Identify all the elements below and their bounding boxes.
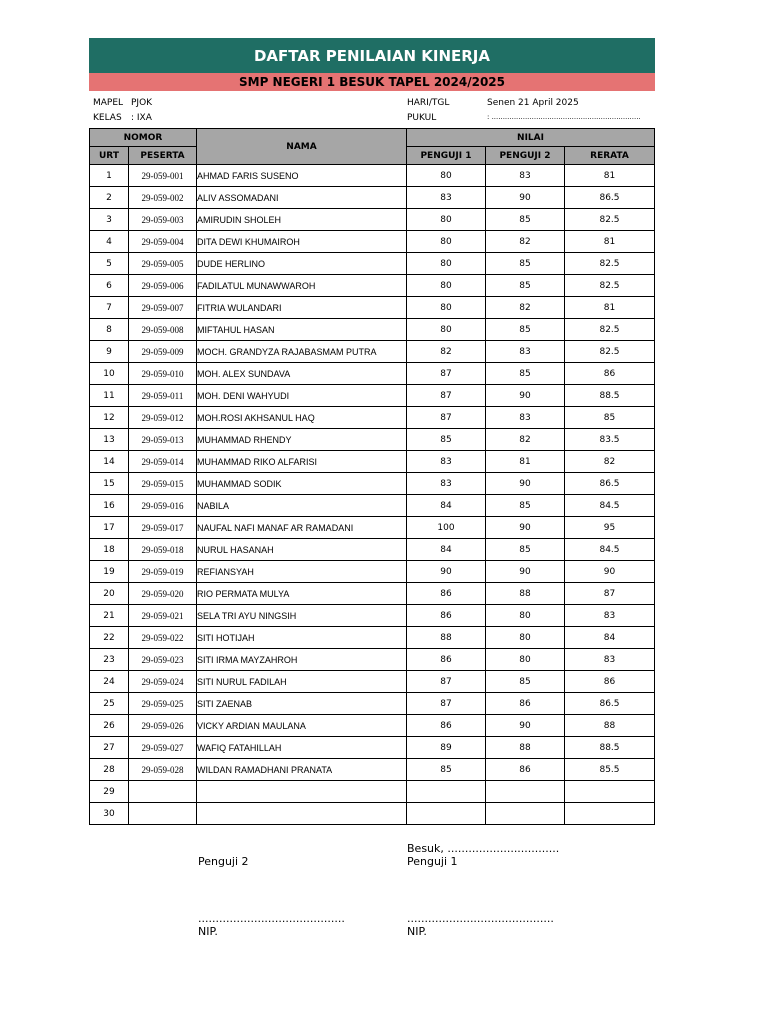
row-penguji-2: 85 bbox=[486, 253, 565, 275]
row-penguji-1: 86 bbox=[407, 715, 486, 737]
mapel-label: MAPEL bbox=[93, 98, 124, 108]
table-row bbox=[90, 539, 655, 561]
row-rerata: 88.5 bbox=[565, 737, 655, 759]
row-nama: FADILATUL MUNAWWAROH bbox=[197, 275, 407, 297]
row-peserta: 29-059-011 bbox=[129, 385, 197, 407]
row-penguji-2: 83 bbox=[486, 341, 565, 363]
header-peserta: PESERTA bbox=[129, 147, 197, 165]
row-urt: 24 bbox=[90, 671, 129, 693]
table-row bbox=[90, 495, 655, 517]
row-penguji-2: 85 bbox=[486, 539, 565, 561]
row-penguji-1: 85 bbox=[407, 759, 486, 781]
table-row bbox=[90, 605, 655, 627]
row-penguji-2: 90 bbox=[486, 187, 565, 209]
penguji-1-label: Penguji 1 bbox=[407, 855, 458, 868]
row-penguji-2: 85 bbox=[486, 363, 565, 385]
row-penguji-2: 90 bbox=[486, 385, 565, 407]
row-penguji-2: 90 bbox=[486, 517, 565, 539]
row-urt: 4 bbox=[90, 231, 129, 253]
row-rerata: 82.5 bbox=[565, 209, 655, 231]
row-rerata: 82 bbox=[565, 451, 655, 473]
row-rerata: 86 bbox=[565, 363, 655, 385]
header-nilai: NILAI bbox=[407, 129, 655, 147]
row-urt: 12 bbox=[90, 407, 129, 429]
table-row bbox=[90, 759, 655, 781]
row-peserta: 29-059-006 bbox=[129, 275, 197, 297]
row-urt: 13 bbox=[90, 429, 129, 451]
row-penguji-1: 80 bbox=[407, 319, 486, 341]
table-row bbox=[90, 737, 655, 759]
row-urt: 7 bbox=[90, 297, 129, 319]
row-rerata: 82.5 bbox=[565, 275, 655, 297]
row-nama: MUHAMMAD SODIK bbox=[197, 473, 407, 495]
row-rerata: 84.5 bbox=[565, 539, 655, 561]
table-row bbox=[90, 165, 655, 187]
row-penguji-1: 85 bbox=[407, 429, 486, 451]
row-penguji-2: 85 bbox=[486, 209, 565, 231]
row-rerata bbox=[565, 803, 655, 825]
row-rerata: 82.5 bbox=[565, 319, 655, 341]
row-nama: MOH.ROSI AKHSANUL HAQ bbox=[197, 407, 407, 429]
table-row bbox=[90, 473, 655, 495]
row-penguji-1: 87 bbox=[407, 407, 486, 429]
mapel-value: PJOK bbox=[131, 98, 153, 108]
row-penguji-2: 85 bbox=[486, 319, 565, 341]
hari-value: Senen 21 April 2025 bbox=[487, 98, 579, 108]
row-nama: NABILA bbox=[197, 495, 407, 517]
row-peserta: 29-059-013 bbox=[129, 429, 197, 451]
row-rerata: 88 bbox=[565, 715, 655, 737]
row-peserta: 29-059-020 bbox=[129, 583, 197, 605]
row-urt: 22 bbox=[90, 627, 129, 649]
row-rerata: 86.5 bbox=[565, 187, 655, 209]
row-rerata: 87 bbox=[565, 583, 655, 605]
row-penguji-1: 80 bbox=[407, 297, 486, 319]
row-urt: 16 bbox=[90, 495, 129, 517]
row-peserta: 29-059-008 bbox=[129, 319, 197, 341]
row-peserta: 29-059-010 bbox=[129, 363, 197, 385]
row-penguji-1: 84 bbox=[407, 539, 486, 561]
row-penguji-2: 90 bbox=[486, 561, 565, 583]
row-rerata: 85 bbox=[565, 407, 655, 429]
row-penguji-1: 88 bbox=[407, 627, 486, 649]
row-penguji-1: 82 bbox=[407, 341, 486, 363]
table-row bbox=[90, 209, 655, 231]
table-body bbox=[90, 165, 655, 825]
row-penguji-2: 86 bbox=[486, 693, 565, 715]
row-urt: 18 bbox=[90, 539, 129, 561]
row-rerata: 81 bbox=[565, 231, 655, 253]
row-penguji-1: 80 bbox=[407, 165, 486, 187]
row-nama: NURUL HASANAH bbox=[197, 539, 407, 561]
row-peserta: 29-059-019 bbox=[129, 561, 197, 583]
header-nomor: NOMOR bbox=[90, 129, 197, 147]
row-peserta: 29-059-027 bbox=[129, 737, 197, 759]
nip-left: NIP. bbox=[198, 925, 218, 938]
row-peserta: 29-059-012 bbox=[129, 407, 197, 429]
row-urt: 5 bbox=[90, 253, 129, 275]
row-penguji-1: 83 bbox=[407, 451, 486, 473]
row-urt: 19 bbox=[90, 561, 129, 583]
table-row bbox=[90, 341, 655, 363]
row-nama: SITI HOTIJAH bbox=[197, 627, 407, 649]
row-urt: 25 bbox=[90, 693, 129, 715]
row-penguji-1: 87 bbox=[407, 385, 486, 407]
row-peserta: 29-059-018 bbox=[129, 539, 197, 561]
header-rerata: RERATA bbox=[565, 147, 655, 165]
kelas-label: KELAS bbox=[93, 113, 122, 123]
row-rerata: 95 bbox=[565, 517, 655, 539]
row-penguji-1: 86 bbox=[407, 605, 486, 627]
row-nama: NAUFAL NAFI MANAF AR RAMADANI bbox=[197, 517, 407, 539]
row-penguji-2: 83 bbox=[486, 407, 565, 429]
grade-table bbox=[89, 128, 655, 825]
row-rerata: 90 bbox=[565, 561, 655, 583]
header-penguji-1: PENGUJI 1 bbox=[407, 147, 486, 165]
nip-right: NIP. bbox=[407, 925, 427, 938]
table-row bbox=[90, 671, 655, 693]
row-peserta bbox=[129, 781, 197, 803]
row-nama: AHMAD FARIS SUSENO bbox=[197, 165, 407, 187]
row-peserta: 29-059-024 bbox=[129, 671, 197, 693]
row-penguji-2: 85 bbox=[486, 495, 565, 517]
penguji-2-label: Penguji 2 bbox=[198, 855, 249, 868]
row-nama: SITI IRMA MAYZAHROH bbox=[197, 649, 407, 671]
table-row bbox=[90, 407, 655, 429]
document-title: DAFTAR PENILAIAN KINERJA bbox=[89, 38, 655, 73]
table-row bbox=[90, 187, 655, 209]
row-penguji-2: 82 bbox=[486, 297, 565, 319]
row-nama: WAFIQ FATAHILLAH bbox=[197, 737, 407, 759]
place-date: Besuk, ................................ bbox=[407, 842, 560, 855]
row-penguji-1: 84 bbox=[407, 495, 486, 517]
row-peserta: 29-059-016 bbox=[129, 495, 197, 517]
signature-line-right: .......................................... bbox=[407, 912, 554, 925]
row-nama: WILDAN RAMADHANI PRANATA bbox=[197, 759, 407, 781]
row-urt: 28 bbox=[90, 759, 129, 781]
row-urt: 30 bbox=[90, 803, 129, 825]
row-rerata: 85.5 bbox=[565, 759, 655, 781]
row-nama: SITI NURUL FADILAH bbox=[197, 671, 407, 693]
row-rerata: 81 bbox=[565, 297, 655, 319]
row-rerata: 83.5 bbox=[565, 429, 655, 451]
row-nama: MIFTAHUL HASAN bbox=[197, 319, 407, 341]
row-nama: FITRIA WULANDARI bbox=[197, 297, 407, 319]
row-penguji-1: 83 bbox=[407, 187, 486, 209]
row-rerata: 84 bbox=[565, 627, 655, 649]
table-row bbox=[90, 715, 655, 737]
pukul-value: : ................................................................... bbox=[487, 113, 641, 121]
row-nama: DUDE HERLINO bbox=[197, 253, 407, 275]
row-penguji-1: 80 bbox=[407, 231, 486, 253]
row-penguji-1: 87 bbox=[407, 671, 486, 693]
table-row bbox=[90, 385, 655, 407]
row-penguji-1: 80 bbox=[407, 253, 486, 275]
table-row bbox=[90, 693, 655, 715]
row-urt: 1 bbox=[90, 165, 129, 187]
table-row bbox=[90, 297, 655, 319]
row-rerata: 88.5 bbox=[565, 385, 655, 407]
row-urt: 21 bbox=[90, 605, 129, 627]
row-rerata: 84.5 bbox=[565, 495, 655, 517]
row-urt: 2 bbox=[90, 187, 129, 209]
row-penguji-2: 85 bbox=[486, 275, 565, 297]
table-row bbox=[90, 451, 655, 473]
row-peserta: 29-059-017 bbox=[129, 517, 197, 539]
row-peserta bbox=[129, 803, 197, 825]
row-rerata: 82.5 bbox=[565, 341, 655, 363]
table-row bbox=[90, 517, 655, 539]
row-peserta: 29-059-014 bbox=[129, 451, 197, 473]
row-nama: ALIV ASSOMADANI bbox=[197, 187, 407, 209]
row-rerata: 82.5 bbox=[565, 253, 655, 275]
row-peserta: 29-059-021 bbox=[129, 605, 197, 627]
row-urt: 27 bbox=[90, 737, 129, 759]
row-penguji-2: 90 bbox=[486, 715, 565, 737]
row-nama bbox=[197, 803, 407, 825]
table-row bbox=[90, 649, 655, 671]
header-penguji-2: PENGUJI 2 bbox=[486, 147, 565, 165]
row-peserta: 29-059-022 bbox=[129, 627, 197, 649]
row-penguji-1: 87 bbox=[407, 363, 486, 385]
row-nama: DITA DEWI KHUMAIROH bbox=[197, 231, 407, 253]
row-peserta: 29-059-007 bbox=[129, 297, 197, 319]
row-urt: 15 bbox=[90, 473, 129, 495]
row-penguji-1: 89 bbox=[407, 737, 486, 759]
row-urt: 20 bbox=[90, 583, 129, 605]
row-nama: SITI ZAENAB bbox=[197, 693, 407, 715]
row-urt: 3 bbox=[90, 209, 129, 231]
row-penguji-1: 90 bbox=[407, 561, 486, 583]
row-rerata: 86.5 bbox=[565, 473, 655, 495]
pukul-label: PUKUL bbox=[407, 113, 437, 123]
table-row bbox=[90, 363, 655, 385]
table-row bbox=[90, 253, 655, 275]
row-penguji-2: 80 bbox=[486, 627, 565, 649]
row-urt: 26 bbox=[90, 715, 129, 737]
table-row bbox=[90, 627, 655, 649]
row-nama: MUHAMMAD RHENDY bbox=[197, 429, 407, 451]
header-nama: NAMA bbox=[197, 129, 407, 165]
table-row bbox=[90, 803, 655, 825]
row-penguji-2: 82 bbox=[486, 231, 565, 253]
row-nama: MOCH. GRANDYZA RAJABASMAM PUTRA bbox=[197, 341, 407, 363]
row-urt: 23 bbox=[90, 649, 129, 671]
row-rerata: 86.5 bbox=[565, 693, 655, 715]
row-peserta: 29-059-025 bbox=[129, 693, 197, 715]
row-peserta: 29-059-028 bbox=[129, 759, 197, 781]
row-nama: RIO PERMATA MULYA bbox=[197, 583, 407, 605]
row-urt: 29 bbox=[90, 781, 129, 803]
row-penguji-2: 83 bbox=[486, 165, 565, 187]
row-penguji-2 bbox=[486, 781, 565, 803]
row-penguji-2: 82 bbox=[486, 429, 565, 451]
row-penguji-1: 80 bbox=[407, 275, 486, 297]
row-penguji-1: 83 bbox=[407, 473, 486, 495]
row-nama: AMIRUDIN SHOLEH bbox=[197, 209, 407, 231]
row-peserta: 29-059-002 bbox=[129, 187, 197, 209]
row-penguji-1: 86 bbox=[407, 649, 486, 671]
row-penguji-1: 86 bbox=[407, 583, 486, 605]
row-urt: 10 bbox=[90, 363, 129, 385]
row-peserta: 29-059-015 bbox=[129, 473, 197, 495]
row-nama: VICKY ARDIAN MAULANA bbox=[197, 715, 407, 737]
row-peserta: 29-059-003 bbox=[129, 209, 197, 231]
table-row bbox=[90, 561, 655, 583]
kelas-value: : IXA bbox=[131, 113, 152, 123]
row-nama bbox=[197, 781, 407, 803]
row-penguji-1: 87 bbox=[407, 693, 486, 715]
row-penguji-1: 100 bbox=[407, 517, 486, 539]
row-peserta: 29-059-026 bbox=[129, 715, 197, 737]
table-row bbox=[90, 781, 655, 803]
row-rerata: 83 bbox=[565, 649, 655, 671]
row-peserta: 29-059-004 bbox=[129, 231, 197, 253]
row-urt: 17 bbox=[90, 517, 129, 539]
table-row bbox=[90, 231, 655, 253]
row-peserta: 29-059-005 bbox=[129, 253, 197, 275]
table-row bbox=[90, 319, 655, 341]
row-peserta: 29-059-001 bbox=[129, 165, 197, 187]
row-penguji-2: 90 bbox=[486, 473, 565, 495]
row-urt: 14 bbox=[90, 451, 129, 473]
row-nama: MUHAMMAD RIKO ALFARISI bbox=[197, 451, 407, 473]
row-rerata: 86 bbox=[565, 671, 655, 693]
row-nama: REFIANSYAH bbox=[197, 561, 407, 583]
row-urt: 6 bbox=[90, 275, 129, 297]
row-urt: 8 bbox=[90, 319, 129, 341]
row-penguji-1 bbox=[407, 803, 486, 825]
row-penguji-2: 88 bbox=[486, 737, 565, 759]
table-row bbox=[90, 429, 655, 451]
hari-label: HARI/TGL bbox=[407, 98, 450, 108]
row-peserta: 29-059-023 bbox=[129, 649, 197, 671]
row-rerata: 81 bbox=[565, 165, 655, 187]
row-penguji-2: 80 bbox=[486, 605, 565, 627]
row-penguji-1 bbox=[407, 781, 486, 803]
row-urt: 9 bbox=[90, 341, 129, 363]
row-penguji-2: 88 bbox=[486, 583, 565, 605]
row-nama: MOH. DENI WAHYUDI bbox=[197, 385, 407, 407]
row-urt: 11 bbox=[90, 385, 129, 407]
table-row bbox=[90, 275, 655, 297]
header-urt: URT bbox=[90, 147, 129, 165]
row-penguji-1: 80 bbox=[407, 209, 486, 231]
signature-line-left: .......................................... bbox=[198, 912, 345, 925]
row-rerata bbox=[565, 781, 655, 803]
row-penguji-2: 86 bbox=[486, 759, 565, 781]
row-nama: MOH. ALEX SUNDAVA bbox=[197, 363, 407, 385]
row-penguji-2: 85 bbox=[486, 671, 565, 693]
row-peserta: 29-059-009 bbox=[129, 341, 197, 363]
table-row bbox=[90, 583, 655, 605]
document-subtitle: SMP NEGERI 1 BESUK TAPEL 2024/2025 bbox=[89, 73, 655, 91]
row-penguji-2: 80 bbox=[486, 649, 565, 671]
row-penguji-2 bbox=[486, 803, 565, 825]
row-nama: SELA TRI AYU NINGSIH bbox=[197, 605, 407, 627]
row-penguji-2: 81 bbox=[486, 451, 565, 473]
row-rerata: 83 bbox=[565, 605, 655, 627]
